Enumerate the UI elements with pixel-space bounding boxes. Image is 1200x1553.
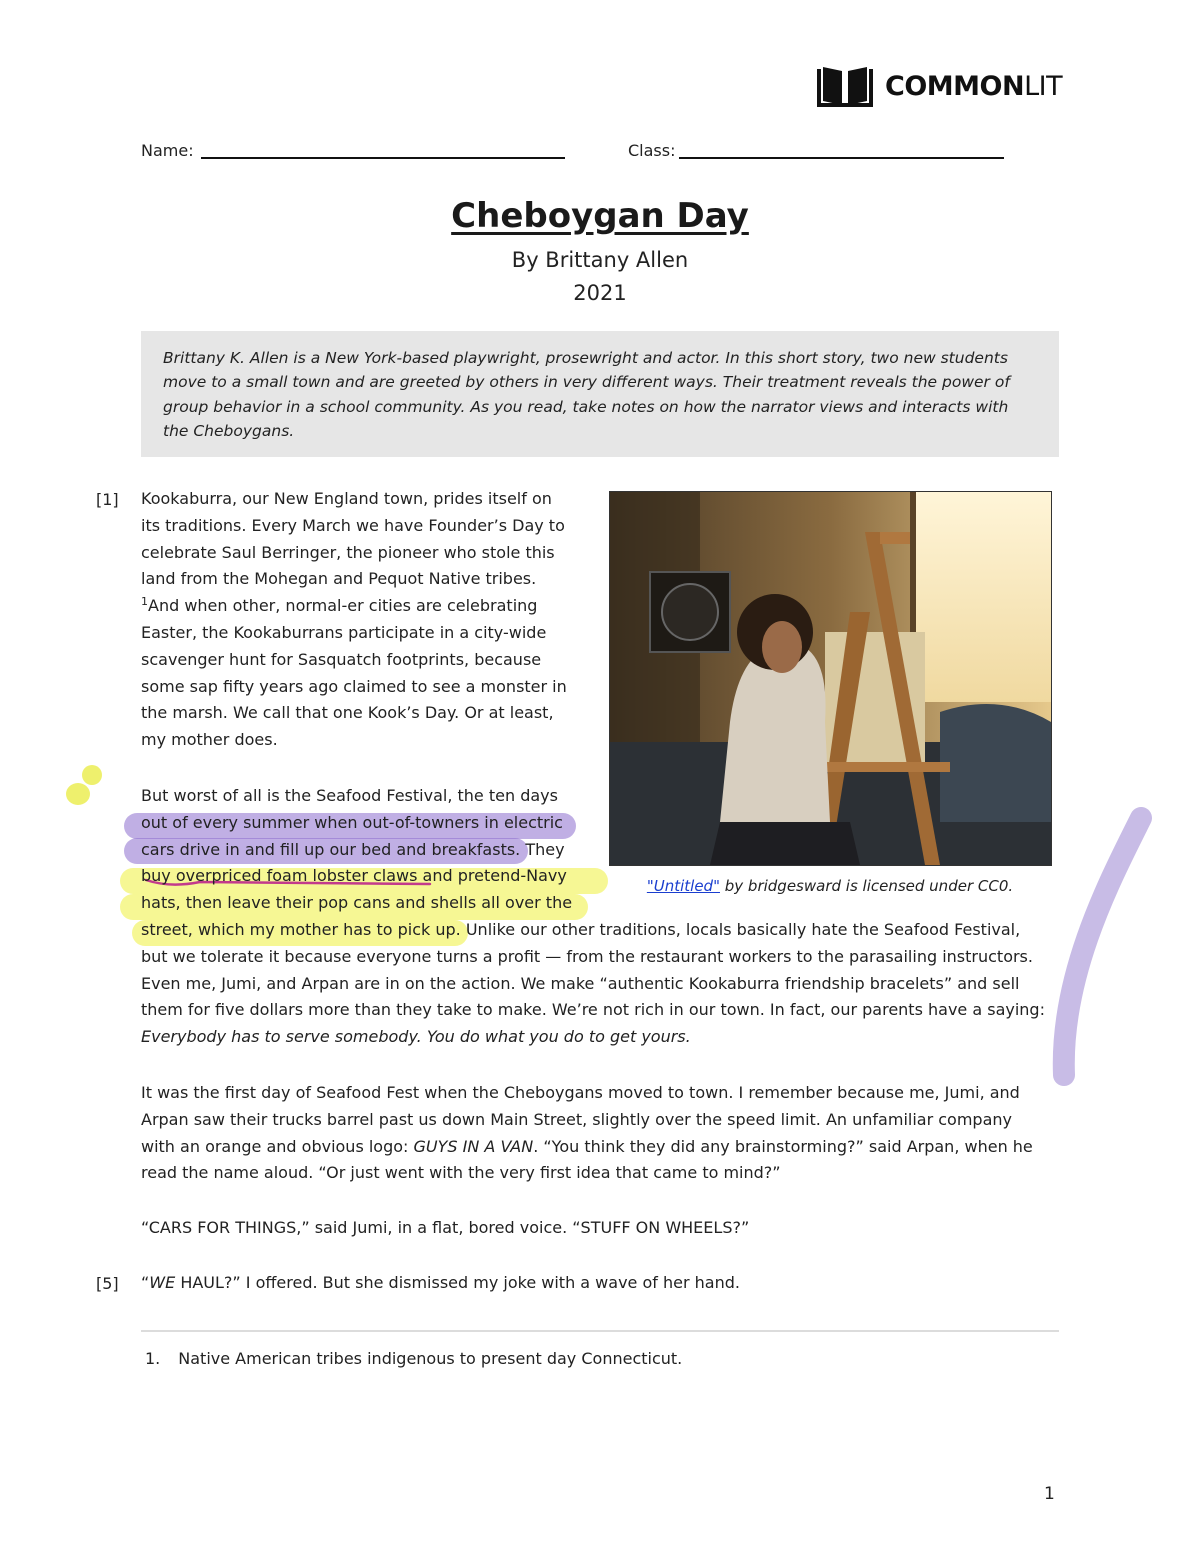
- paragraph-2: But worst of all is the Seafood Festival, the ten days out of every summer when out-of-towners in electric cars drive in and fill up our bed and breakfasts. They buy overpriced foam lobster claws and pretend-Navy hats, then leave their pop cans and shells all over the street, which my mother has to pick up. Unlike our other traditions, locals basically hate the Seafood Festival, but we tolerate it because everyone turns a profit — from the restaurant workers to the parasailing instructors. Even me, Jumi, and Arpan are in on the action. We make “authentic Kookaburra friendship bracelets” and sell them for five dollars more than they take to make. We’re not rich in our town. In fact, our parents have a saying: Everybody has to serve somebody. You do what you do to get yours.: [141, 786, 1045, 1047]
- paragraph-1: Kookaburra, our New England town, prides itself on its traditions. Every March we have Founder’s Day to celebrate Saul Berringer, the pioneer who stole this land from the Mohegan and Pequot Native tribes. $^1$And when other, normal-er cities are celebrating Easter, the Kookaburrans participate in a city-wide scavenger hunt for Sasquatch footprints, because some sap fifty years ago claimed to see a monster in the marsh. We call that one Kook’s Day. Or at least, my mother does.: [141, 489, 567, 750]
- story-illustration: [609, 491, 1052, 866]
- paragraph-number: [5]: [96, 1274, 119, 1293]
- paragraph-5: “WE HAUL?” I offered. But she dismissed my joke with a wave of her hand.: [141, 1273, 740, 1292]
- intro-text: Brittany K. Allen is a New York-based playwright, prosewright and actor. In this short story, two new students move to a small town and are greeted by others in very different ways. Their treatment reveals the power of group behavior in a school community. As you read, take notes on how the narrator views and interacts with the Cheboygans.: [163, 349, 1010, 440]
- purple-margin-stroke: [1064, 818, 1141, 1075]
- story-year: 2021: [573, 281, 627, 305]
- footnote-1: 1. Native American tribes indigenous to present day Connecticut.: [145, 1349, 683, 1368]
- paragraph-3: It was the first day of Seafood Fest when the Cheboygans moved to town. I remember because me, Jumi, and Arpan saw their trucks barrel past us down Main Street, slightly over the speed limit. An unfamiliar company with an orange and obvious logo: GUYS IN A VAN. “You think they did any brainstorming?” said Arpan, when he read the name aloud. “Or just went with the very first idea that came to mind?”: [141, 1083, 1033, 1183]
- footnote-divider: [141, 1330, 1059, 1332]
- logo-wordmark: COMMONLIT: [885, 70, 1063, 102]
- image-source-link[interactable]: "Untitled": [646, 877, 720, 895]
- name-label: Name:: [141, 141, 194, 160]
- footnote-ref[interactable]: 1: [141, 595, 148, 609]
- class-label: Class:: [628, 141, 676, 160]
- paragraph-number: [1]: [96, 490, 119, 509]
- artist-at-easel-image: [610, 492, 1051, 865]
- paragraph-4: “CARS FOR THINGS,” said Jumi, in a flat, bored voice. “STUFF ON WHEELS?”: [141, 1218, 750, 1237]
- story-title: Cheboygan Day: [451, 196, 749, 236]
- image-caption: "Untitled" by bridgesward is licensed under CC0.: [646, 877, 1014, 895]
- story-author: By Brittany Allen: [511, 248, 689, 272]
- page-number: 1: [1044, 1484, 1055, 1504]
